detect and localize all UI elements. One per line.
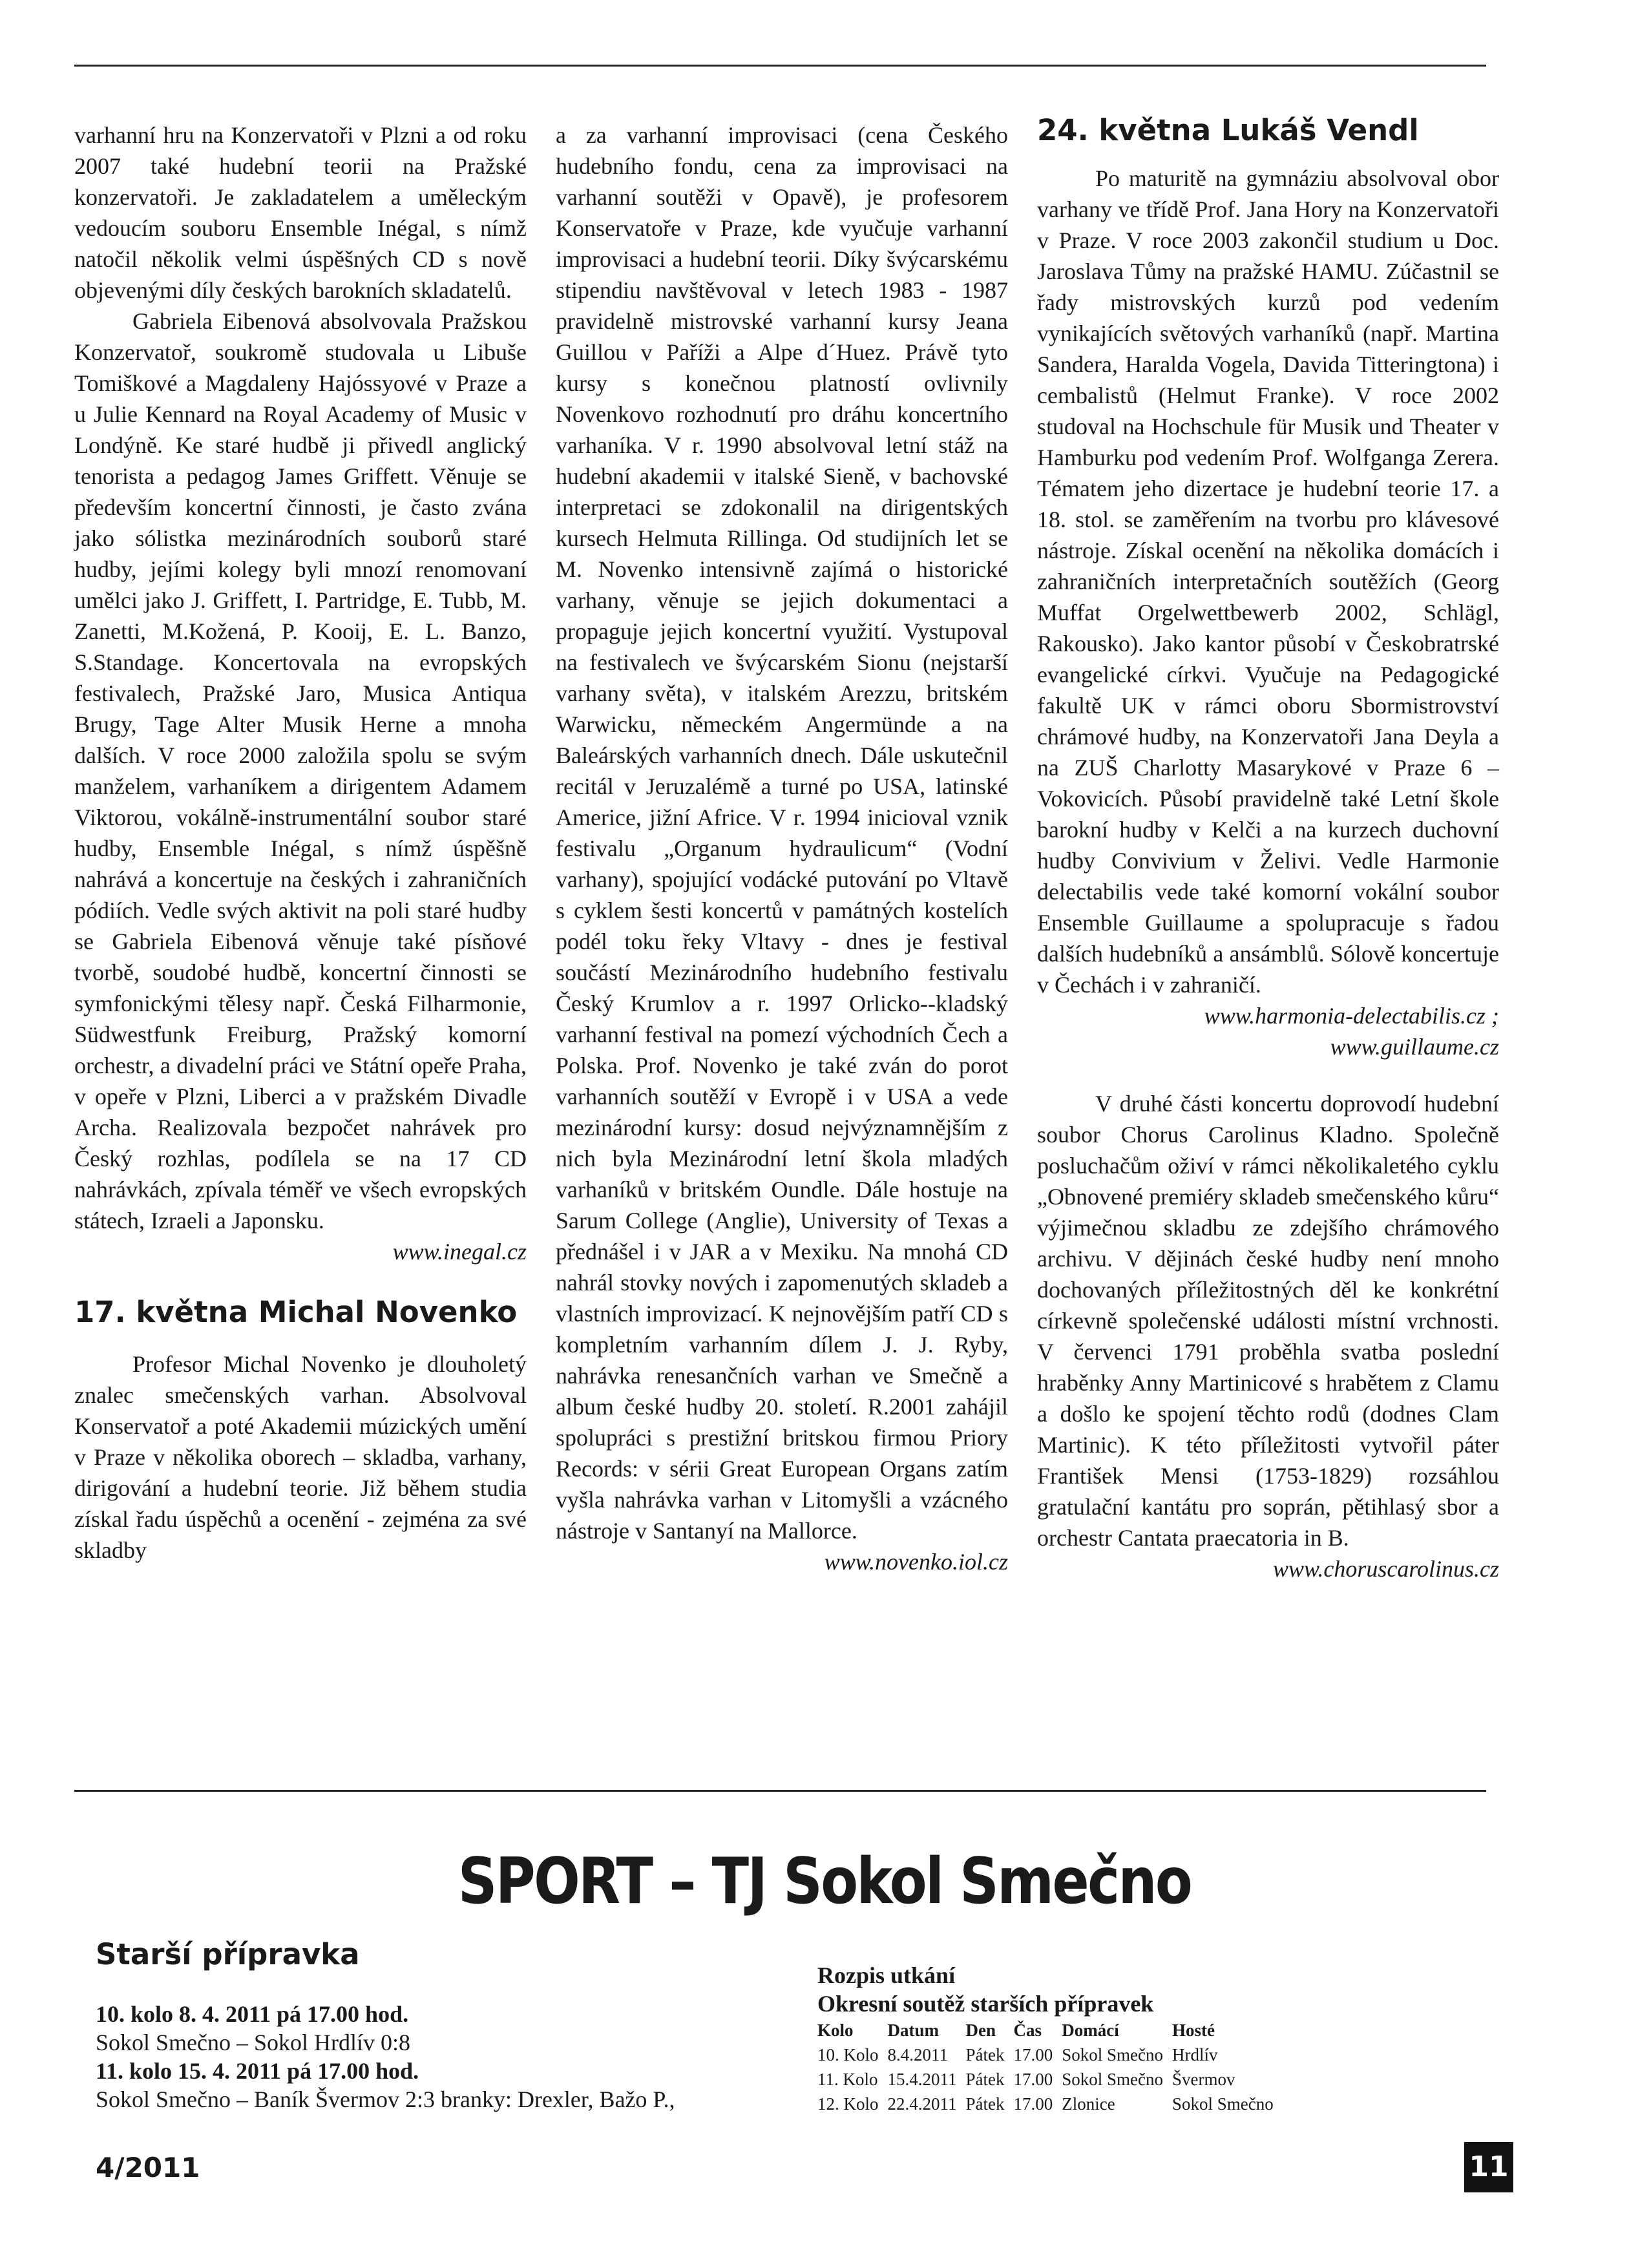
table-cell: 8.4.2011 [887, 2045, 948, 2064]
sport-rule [74, 1790, 1486, 1792]
top-rule [74, 65, 1486, 67]
column-header: Den [965, 2021, 996, 2040]
schedule-title: Rozpis utkání [817, 1962, 956, 1988]
col2-website-link[interactable]: www.novenko.iol.cz [824, 1549, 1008, 1575]
table-cell: 10. Kolo [817, 2045, 879, 2064]
table-cell: 17.00 [1013, 2094, 1053, 2114]
col1-heading: 17. května Michal Novenko [74, 1295, 518, 1329]
result-score-11: Sokol Smečno – Baník Švermov 2:3 branky: Drexler, Bažo P., [96, 2086, 675, 2112]
col3-website-link-2[interactable]: www.guillaume.cz [1330, 1034, 1499, 1060]
col3-paragraph-2: V druhé části koncertu doprovodí hudební soubor Chorus Carolinus Kladno. Společně posluchačům oživí v rámci několikaletého cyklu „Obnovené premiéry skladeb smečenského kůru“ výjimečnou skladbu ze zdejšího chrámového archivu. V dějinách české hudby není mnoho dochovaných příležitostných děl ke konkrétní církevně společenské události místní vrchnosti. V červenci 1791 proběhla svatba poslední hraběnky Anny Martinicové s hrabětem z Clamu a došlo ke spojení těchto rodů (dodnes Clam Martinic). K této příležitosti vytvořil páter František Mensi (1753-1829) rozsáhlou gratulační kantátu pro soprán, pětihlasý sbor a orchestr Cantata praecatoria in B. [1037, 1091, 1499, 1551]
table-cell: Sokol Smečno [1172, 2094, 1274, 2114]
schedule-subtitle: Okresní soutěž starších přípravek [817, 1991, 1154, 2017]
sport-section-heading: Starší přípravka [96, 1937, 360, 1971]
page-number: 11 [1464, 2142, 1513, 2192]
column-header: Datum [887, 2021, 939, 2040]
column-header: Kolo [817, 2021, 854, 2040]
schedule-table [817, 2018, 1283, 2116]
col3-website-link-1[interactable]: www.harmonia-delectabilis.cz ; [1204, 1003, 1499, 1029]
table-row [817, 2092, 1283, 2116]
col3-paragraph-1: Po maturitě na gymnáziu absolvoval obor varhany ve třídě Prof. Jana Hory na Konzervatoři v Praze. V roce 2003 zakončil studium u Doc. Jaroslava Tůmy na pražské HAMU. Zúčastnil se řady mistrovských kurzů pod vedením vynikajících světových varhaníků (např. Martina Sandera, Haralda Vogela, Davida Titteringtona) i cembalistů (Helmut Franke). V roce 2002 studoval na Hochschule für Musik und Theater v Hamburku pod vedením Prof. Wolfganga Zerera. Tématem jeho dizertace je hudební teorie 17. a 18. stol. se zaměřením na tvorbu pro klávesové nástroje. Získal ocenění na několika domácích i zahraničních interpretačních soutěžích (Georg Muffat Orgelwettbewerb 2002, Schlägl, Rakousko). Jako kantor působí v Českobratrské evangelické církvi. Vyučuje na Pedagogické fakultě UK v rámci oboru Sbormistrovství chrámové hudby, na Konzervatoři Jana Deyla a na ZUŠ Charlotty Masarykové v Praze 6 – Vokovicích. Působí pravidelně také Letní škole barokní hudby v Kelči a na kurzech duchovní hudby Convivium v Želivi. Vedle Harmonie delectabilis vede také komorní vokální soubor Ensemble Guillaume a spolupracuje s řadou dalších hudebníků a ansámblů. Sólově koncertuje v Čechách i v zahraničí. [1037, 165, 1499, 998]
col1-paragraph-2: Gabriela Eibenová absolvovala Pražskou Konzervatoř, soukromě studovala u Libuše Tomiškové a Magdaleny Hajóssyové v Praze a u Julie Kennard na Royal Academy of Music v Londýně. Ke staré hudbě ji přivedl anglický tenorista a pedagog James Griffett. Věnuje se především koncertní činnosti, je často zvána jako sólistka mezinárodních souborů staré hudby, jejími kolegy byli mnozí renomovaní umělci jako J. Griffett, I. Partridge, E. Tubb, M. Zanetti, M.Kožená, P. Kooij, E. L. Banzo, S.Standage. Koncertovala na evropských festivalech, Pražské Jaro, Musica Antiqua Brugy, Tage Alter Musik Herne a mnoha dalších. V roce 2000 založila spolu se svým manželem, varhaníkem a dirigentem Adamem Viktorou, vokálně-instrumentální soubor staré hudby, Ensemble Inégal, s nímž úspěšně nahrává a koncertuje na českých i zahraničních pódiích. Vedle svých aktivit na poli staré hudby se Gabriela Eibenová věnuje také písňové tvorbě, soudobé hudbě, koncertní činnosti se symfonickými tělesy např. Česká Filharmonie, Südwestfunk Freiburg, Pražský komorní orchestr, a divadelní práci ve Státní opeře Praha, v opeře v Plzni, Liberci a v pražském Divadle Archa. Realizovala bezpočet nahrávek pro Český rozhlas, podílela se na 17 CD nahrávkách, zpívala téměř ve všech evropských státech, Izraeli a Japonsku. [74, 308, 527, 1234]
table-cell: 17.00 [1013, 2045, 1053, 2064]
table-cell: 15.4.2011 [887, 2070, 957, 2089]
table-row [817, 2067, 1283, 2092]
column-1 [74, 120, 527, 1566]
table-cell: Zlonice [1062, 2094, 1115, 2114]
col1-paragraph-1: varhanní hru na Konzervatoři v Plzni a od roku 2007 také hudební teorii na Pražské konzervatoři. Je zakladatelem a uměleckým vedoucím souboru Ensemble Inégal, s nímž natočil několik velmi úspěšných CD s nově objevenými díly českých barokních skladatelů. [74, 122, 527, 303]
table-cell: Pátek [965, 2070, 1005, 2089]
result-round-10: 10. kolo 8. 4. 2011 pá 17.00 hod. [96, 2001, 409, 2027]
result-round-11: 11. kolo 15. 4. 2011 pá 17.00 hod. [96, 2058, 419, 2084]
schedule-header-row [817, 2018, 1283, 2042]
sport-title: SPORT – TJ Sokol Smečno [457, 1845, 1192, 1918]
col3-website-link-3[interactable]: www.choruscarolinus.cz [1272, 1556, 1499, 1582]
sport-results [96, 1935, 806, 2114]
column-header: Čas [1013, 2021, 1042, 2040]
column-2 [556, 120, 1008, 1577]
table-cell: 11. Kolo [817, 2070, 878, 2089]
table-cell: 12. Kolo [817, 2094, 879, 2114]
issue-number: 4/2011 [96, 2152, 200, 2183]
result-score-10: Sokol Smečno – Sokol Hrdlív 0:8 [96, 2030, 411, 2055]
table-cell: Sokol Smečno [1062, 2045, 1164, 2064]
schedule [817, 1961, 1464, 2116]
column-3 [1037, 111, 1499, 1584]
table-cell: Pátek [965, 2094, 1005, 2114]
table-cell: 22.4.2011 [887, 2094, 957, 2114]
col1-paragraph-3: Profesor Michal Novenko je dlouholetý znalec smečenských varhan. Absolvoval Konservatoř a poté Akademii múzických umění v Praze v několika oborech – skladba, varhany, dirigování a hudební teorie. Již během studia získal řadu úspěchů a ocenění - zejména za své skladby [74, 1351, 527, 1563]
table-cell: Švermov [1172, 2070, 1235, 2089]
table-row [817, 2042, 1283, 2067]
col3-heading: 24. května Lukáš Vendl [1037, 113, 1419, 147]
table-cell: 17.00 [1013, 2070, 1053, 2089]
col1-website-link[interactable]: www.inegal.cz [392, 1239, 527, 1265]
column-header: Hosté [1172, 2021, 1215, 2040]
column-header: Domácí [1062, 2021, 1119, 2040]
table-cell: Pátek [965, 2045, 1005, 2064]
table-cell: Hrdlív [1172, 2045, 1218, 2064]
col2-paragraph-1: a za varhanní improvisaci (cena Českého hudebního fondu, cena za improvisaci na varhanní soutěži v Opavě), je profesorem Konservatoře v Praze, kde vyučuje varhanní improvisaci a hudební teorii. Díky švýcarskému stipendiu navštěvoval v letech 1983 - 1987 pravidelně mistrovské varhanní kursy Jeana Guillou v Paříži a Alpe d´Huez. Právě tyto kursy s konečnou platností ovlivnily Novenkovo rozhodnutí pro dráhu koncertního varhaníka. V r. 1990 absolvoval letní stáž na hudební akademii v italské Sieně, v bachovské interpretaci se zdokonalil na dirigentských kursech Helmuta Rillinga. Od studijních let se M. Novenko intensivně zajímá o historické varhany, věnuje se jejich dokumentaci a propaguje jejich koncertní využití. Vystupoval na festivalech ve švýcarském Sionu (nejstarší varhany světa), v italském Arezzu, britském Warwicku, německém Angermünde a na Baleárských varhanních dnech. Dále uskutečnil recitál v Jeruzalémě a turné po USA, latinské Americe, jižní Africe. V r. 1994 inicioval vznik festivalu „Organum hydraulicum“ (Vodní varhany), spojující vodácké putování po Vltavě s cyklem šesti koncertů v památných kostelích podél toku řeky Vltavy - dnes je festival součástí Mezinárodního hudebního festivalu Český Krumlov a r. 1997 Orlicko--kladský varhanní festival na pomezí východních Čech a Polska. Prof. Novenko je také zván do porot varhanních soutěží v Evropě i v USA a vede mezinárodní kursy: dosud nejvýznamnějším z nich byla Mezinárodní letní škola mladých varhaníků v britském Oundle. Dále hostuje na Sarum College (Anglie), University of Texas a přednášel i v JAR a v Mexiku. Na mnohá CD nahrál stovky nových i zapomenutých skladeb a vlastních improvizací. K nejnovějším patří CD s kompletním varhanním dílem J. J. Ryby, nahrávka renesančních varhan ve Smečně a album české hudby 20. století. R.2001 zahájil spolupráci s prestižní britskou firmou Priory Records: v sérii Great European Organs zatím vyšla nahrávka varhan v Litomyšli a vzácného nástroje v Santanyí na Mallorce. [556, 122, 1008, 1544]
table-cell: Sokol Smečno [1062, 2070, 1164, 2089]
